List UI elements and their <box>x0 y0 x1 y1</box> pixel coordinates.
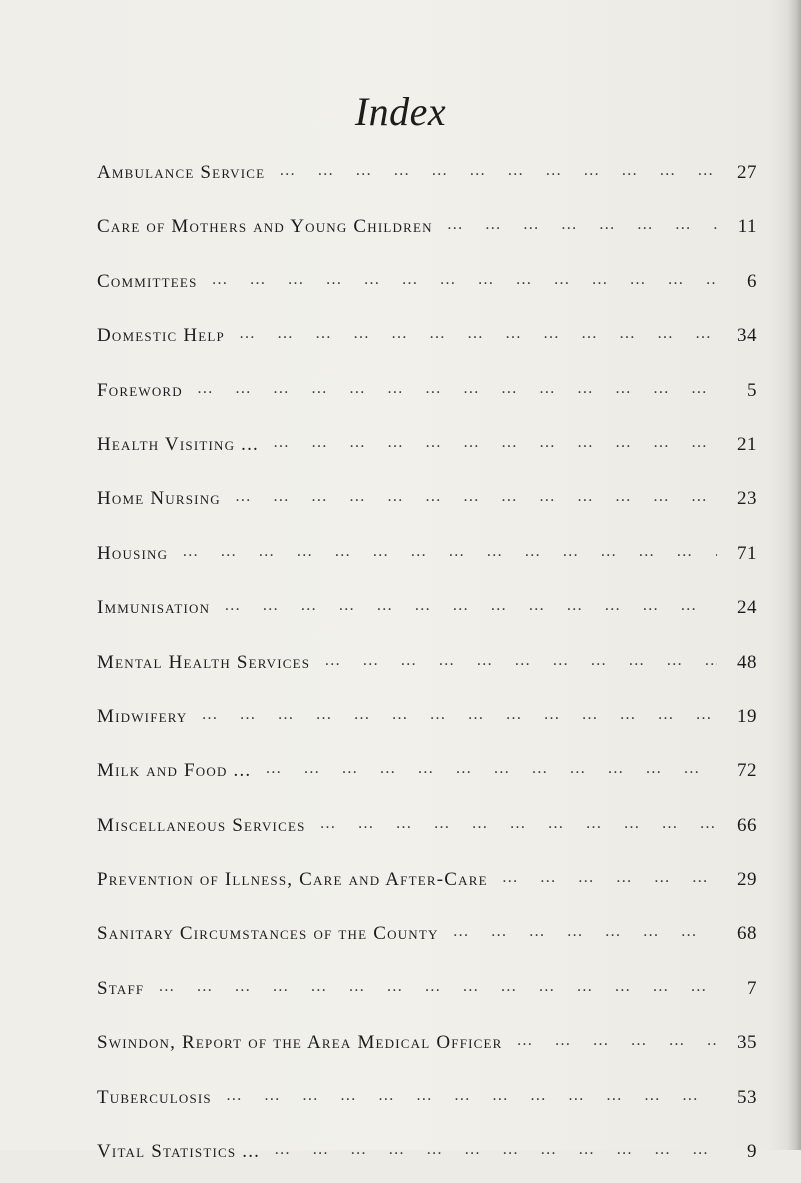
leader-dots <box>239 313 717 343</box>
index-entry <box>97 313 757 367</box>
leader-dots <box>235 476 717 506</box>
entry-label: Foreword <box>97 379 183 401</box>
entry-page-number: 11 <box>737 216 757 238</box>
entry-label: Home Nursing <box>97 488 221 510</box>
index-entry <box>97 259 757 313</box>
entry-page-number: 72 <box>737 760 757 782</box>
leader-dots <box>274 1129 717 1159</box>
entry-label: Housing <box>97 542 169 564</box>
index-entry <box>97 966 757 1020</box>
index-entry <box>97 1129 757 1183</box>
entry-label: Midwifery <box>97 705 188 727</box>
page-edge-shadow <box>787 0 801 1150</box>
entry-label: Miscellaneous Services <box>97 814 306 836</box>
index-entry <box>97 640 757 694</box>
index-entry <box>97 204 757 258</box>
entry-label: Ambulance Service <box>97 162 266 183</box>
index-entry <box>97 748 757 802</box>
entry-page-number: 71 <box>737 542 757 564</box>
entry-page-number: 34 <box>737 325 757 347</box>
index-entry <box>97 585 757 639</box>
leader-dots <box>158 966 717 996</box>
index-entry <box>97 857 757 911</box>
leader-dots <box>453 911 717 941</box>
entry-page-number: 5 <box>747 379 757 401</box>
leader-dots <box>202 694 717 724</box>
entry-label: Care of Mothers and Young Children <box>97 216 433 238</box>
entry-page-number: 27 <box>737 162 757 183</box>
entry-label: Committees <box>97 270 198 292</box>
entry-label: Swindon, Report of the Area Medical Officer <box>97 1032 503 1054</box>
entry-label: Tuberculosis <box>97 1086 212 1108</box>
leader-dots <box>265 748 717 778</box>
entry-page-number: 23 <box>737 488 757 510</box>
leader-dots <box>273 422 717 452</box>
leader-dots <box>224 585 717 615</box>
entry-page-number: 6 <box>747 270 757 292</box>
entry-page-number: 66 <box>737 814 757 836</box>
entry-page-number: 24 <box>737 597 757 619</box>
entry-page-number: 53 <box>737 1086 757 1108</box>
entry-page-number: 68 <box>737 923 757 945</box>
leader-dots <box>279 150 717 180</box>
leader-dots <box>502 857 717 887</box>
index-entry <box>97 150 757 204</box>
index-entry <box>97 1020 757 1074</box>
leader-dots <box>226 1075 717 1105</box>
entry-label: Vital Statistics ... <box>97 1141 261 1163</box>
entry-page-number: 7 <box>747 977 757 999</box>
leader-dots <box>197 368 717 398</box>
leader-dots <box>182 531 717 561</box>
leader-dots <box>517 1020 717 1050</box>
entry-label: Prevention of Illness, Care and After-Care <box>97 869 488 891</box>
leader-dots <box>324 640 717 670</box>
entry-page-number: 9 <box>747 1141 757 1163</box>
entry-label: Domestic Help <box>97 325 225 347</box>
entry-label: Sanitary Circumstances of the County <box>97 923 439 945</box>
leader-dots <box>447 204 717 234</box>
index-entry <box>97 911 757 965</box>
entry-label: Milk and Food ... <box>97 760 252 782</box>
entry-page-number: 21 <box>737 433 757 455</box>
entry-page-number: 35 <box>737 1032 757 1054</box>
index-entry <box>97 694 757 748</box>
index-entry <box>97 422 757 476</box>
page-title: Index <box>354 89 447 134</box>
entry-label: Immunisation <box>97 597 211 619</box>
index-entry <box>97 476 757 530</box>
index-list <box>97 150 757 1183</box>
entry-label: Staff <box>97 977 145 999</box>
entry-page-number: 29 <box>737 869 757 891</box>
index-entry <box>97 803 757 857</box>
entry-label: Mental Health Services <box>97 651 311 673</box>
entry-page-number: 19 <box>737 705 757 727</box>
index-entry <box>97 531 757 585</box>
entry-label: Health Visiting ... <box>97 433 259 455</box>
entry-page-number: 48 <box>737 651 757 673</box>
index-entry <box>97 368 757 422</box>
leader-dots <box>212 259 717 289</box>
leader-dots <box>320 803 717 833</box>
index-entry <box>97 1075 757 1129</box>
